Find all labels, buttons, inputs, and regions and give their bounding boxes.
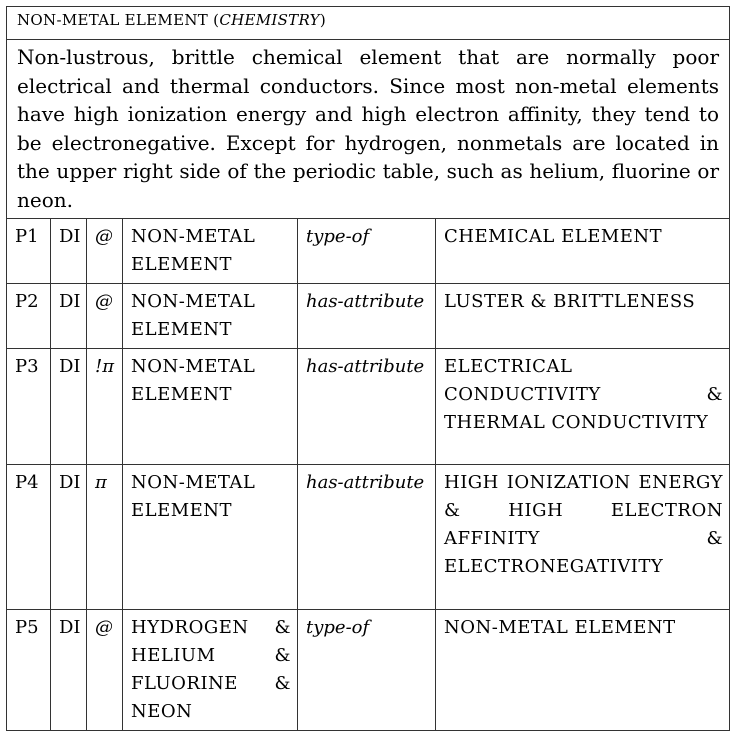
proposition-type: DI (51, 349, 87, 465)
proposition-subject (123, 284, 298, 349)
object-term: LUSTER (444, 291, 525, 312)
proposition-rows (7, 219, 730, 731)
proposition-row (7, 219, 730, 284)
proposition-type: DI (51, 219, 87, 284)
object-term: THERMAL CONDUCTIVITY (444, 412, 709, 433)
proposition-id: P5 (7, 610, 51, 731)
subject-term: NON-METAL ELEMENT (131, 356, 256, 405)
object-term: HIGH ELECTRON AFFINITY (444, 500, 723, 549)
proposition-id: P2 (7, 284, 51, 349)
object-term: ELECTRICAL CONDUCTIVITY (444, 356, 601, 405)
proposition-relation: has-attribute (298, 284, 436, 349)
proposition-type: DI (51, 465, 87, 610)
subject-term: NEON (131, 701, 193, 722)
entry-definition: Non-lustrous, brittle chemical element that are normally poor electrical and thermal conductors. Since most non-metal elements have high ionization energy and high electron affinity, they tend to be electronegative. Except for hydrogen, nonmetals are located in the upper right side of the periodic table, such as helium, fluorine or neon. (7, 40, 730, 219)
proposition-relation: has-attribute (298, 465, 436, 610)
ampersand: & (274, 673, 291, 694)
proposition-subject (123, 465, 298, 610)
proposition-row (7, 610, 730, 731)
object-term: HIGH IONIZATION ENERGY (444, 472, 723, 493)
proposition-symbol: π (87, 465, 123, 610)
ampersand: & (706, 528, 723, 549)
proposition-relation: has-attribute (298, 349, 436, 465)
subject-term: NON-METAL ELEMENT (131, 226, 256, 275)
proposition-type: DI (51, 284, 87, 349)
ampersand: & (274, 617, 291, 638)
proposition-subject (123, 219, 298, 284)
proposition-subject (123, 349, 298, 465)
entry-term: NON-METAL ELEMENT (17, 11, 209, 29)
subject-term: FLUORINE (131, 673, 238, 694)
entry-header (7, 7, 730, 40)
proposition-symbol: @ (87, 284, 123, 349)
proposition-symbol: !π (87, 349, 123, 465)
subject-term: NON-METAL ELEMENT (131, 291, 256, 340)
subject-term: HELIUM (131, 645, 216, 666)
proposition-row (7, 284, 730, 349)
close-paren: ) (319, 11, 326, 29)
proposition-symbol: @ (87, 610, 123, 731)
proposition-object (436, 219, 730, 284)
proposition-object (436, 465, 730, 610)
definition-table (6, 6, 730, 731)
proposition-row (7, 349, 730, 465)
object-term: BRITTLENESS (553, 291, 696, 312)
proposition-relation: type-of (298, 219, 436, 284)
proposition-subject (123, 610, 298, 731)
object-term: NON-METAL ELEMENT (444, 617, 676, 638)
proposition-id: P3 (7, 349, 51, 465)
proposition-id: P4 (7, 465, 51, 610)
proposition-object (436, 284, 730, 349)
proposition-object (436, 349, 730, 465)
subject-term: NON-METAL ELEMENT (131, 472, 256, 521)
open-paren: ( (213, 11, 220, 29)
object-term: CHEMICAL ELEMENT (444, 226, 663, 247)
ampersand: & (274, 645, 291, 666)
proposition-type: DI (51, 610, 87, 731)
proposition-row (7, 465, 730, 610)
proposition-id: P1 (7, 219, 51, 284)
object-term: ELECTRONEGATIVITY (444, 556, 664, 577)
entry-domain: CHEMISTRY (219, 11, 320, 29)
proposition-object (436, 610, 730, 731)
ampersand: & (530, 291, 547, 312)
proposition-relation: type-of (298, 610, 436, 731)
ampersand: & (444, 500, 461, 521)
subject-term: HYDROGEN (131, 617, 249, 638)
ampersand: & (706, 384, 723, 405)
proposition-symbol: @ (87, 219, 123, 284)
